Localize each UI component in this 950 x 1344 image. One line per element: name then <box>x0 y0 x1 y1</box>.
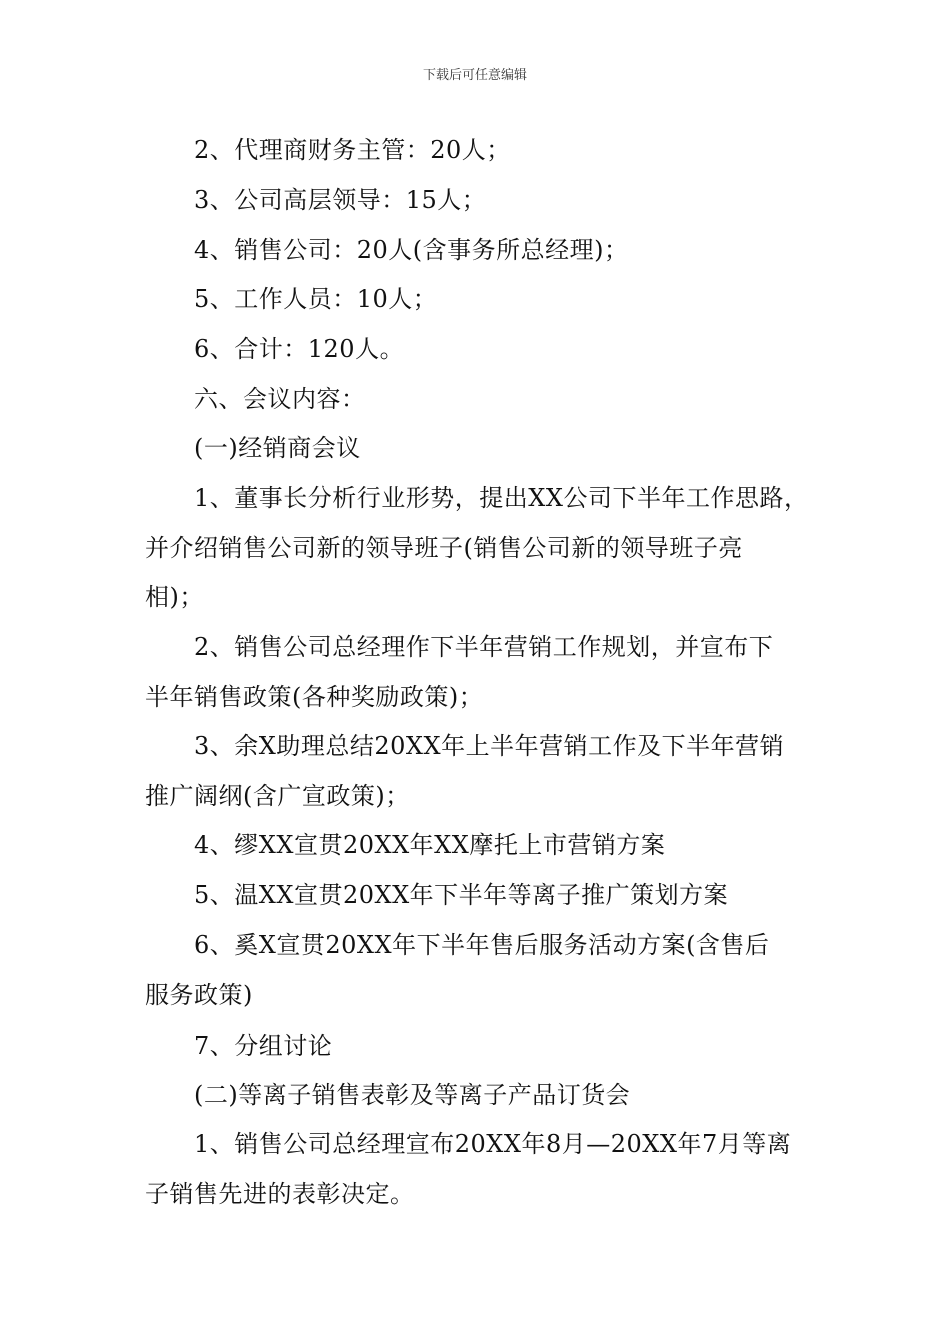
text-line: 服务政策) <box>145 981 253 1009</box>
subsection-heading: (一)经销商会议 <box>194 434 361 462</box>
text-line: 1、董事长分析行业形势，提出XX公司下半年工作思路， <box>194 484 809 512</box>
text-line: 半年销售政策(各种奖励政策)； <box>145 683 484 711</box>
text-line: 并介绍销售公司新的领导班子(销售公司新的领导班子亮 <box>145 534 743 562</box>
text-line: 7、分组讨论 <box>194 1032 333 1060</box>
text-line: 1、销售公司总经理宣布20XX年8月—20XX年7月等离 <box>194 1130 792 1158</box>
text-line: 推广阔纲(含广宣政策)； <box>145 782 410 810</box>
text-line: 3、余X助理总结20XX年上半年营销工作及下半年营销 <box>194 732 785 760</box>
text-line: 3、公司高层领导：15人； <box>194 186 487 214</box>
text-line: 6、奚X宣贯20XX年下半年售后服务活动方案(含售后 <box>194 931 770 959</box>
subsection-heading: (二)等离子销售表彰及等离子产品订货会 <box>194 1081 631 1109</box>
text-line: 4、销售公司：20人(含事务所总经理)； <box>194 236 629 264</box>
text-line: 4、缪XX宣贯20XX年XX摩托上市营销方案 <box>194 831 666 859</box>
text-line: 2、代理商财务主管：20人； <box>194 136 511 164</box>
page-header: 下载后可任意编辑 <box>422 68 527 83</box>
text-line: 5、温XX宣贯20XX年下半年等离子推广策划方案 <box>194 881 729 909</box>
text-line: 子销售先进的表彰决定。 <box>145 1180 415 1208</box>
text-line: 6、合计：120人。 <box>194 335 405 363</box>
text-line: 相)； <box>145 583 204 611</box>
text-line: 2、销售公司总经理作下半年营销工作规划，并宣布下 <box>194 633 774 661</box>
section-heading: 六、会议内容： <box>194 385 366 413</box>
text-line: 5、工作人员：10人； <box>194 285 438 313</box>
